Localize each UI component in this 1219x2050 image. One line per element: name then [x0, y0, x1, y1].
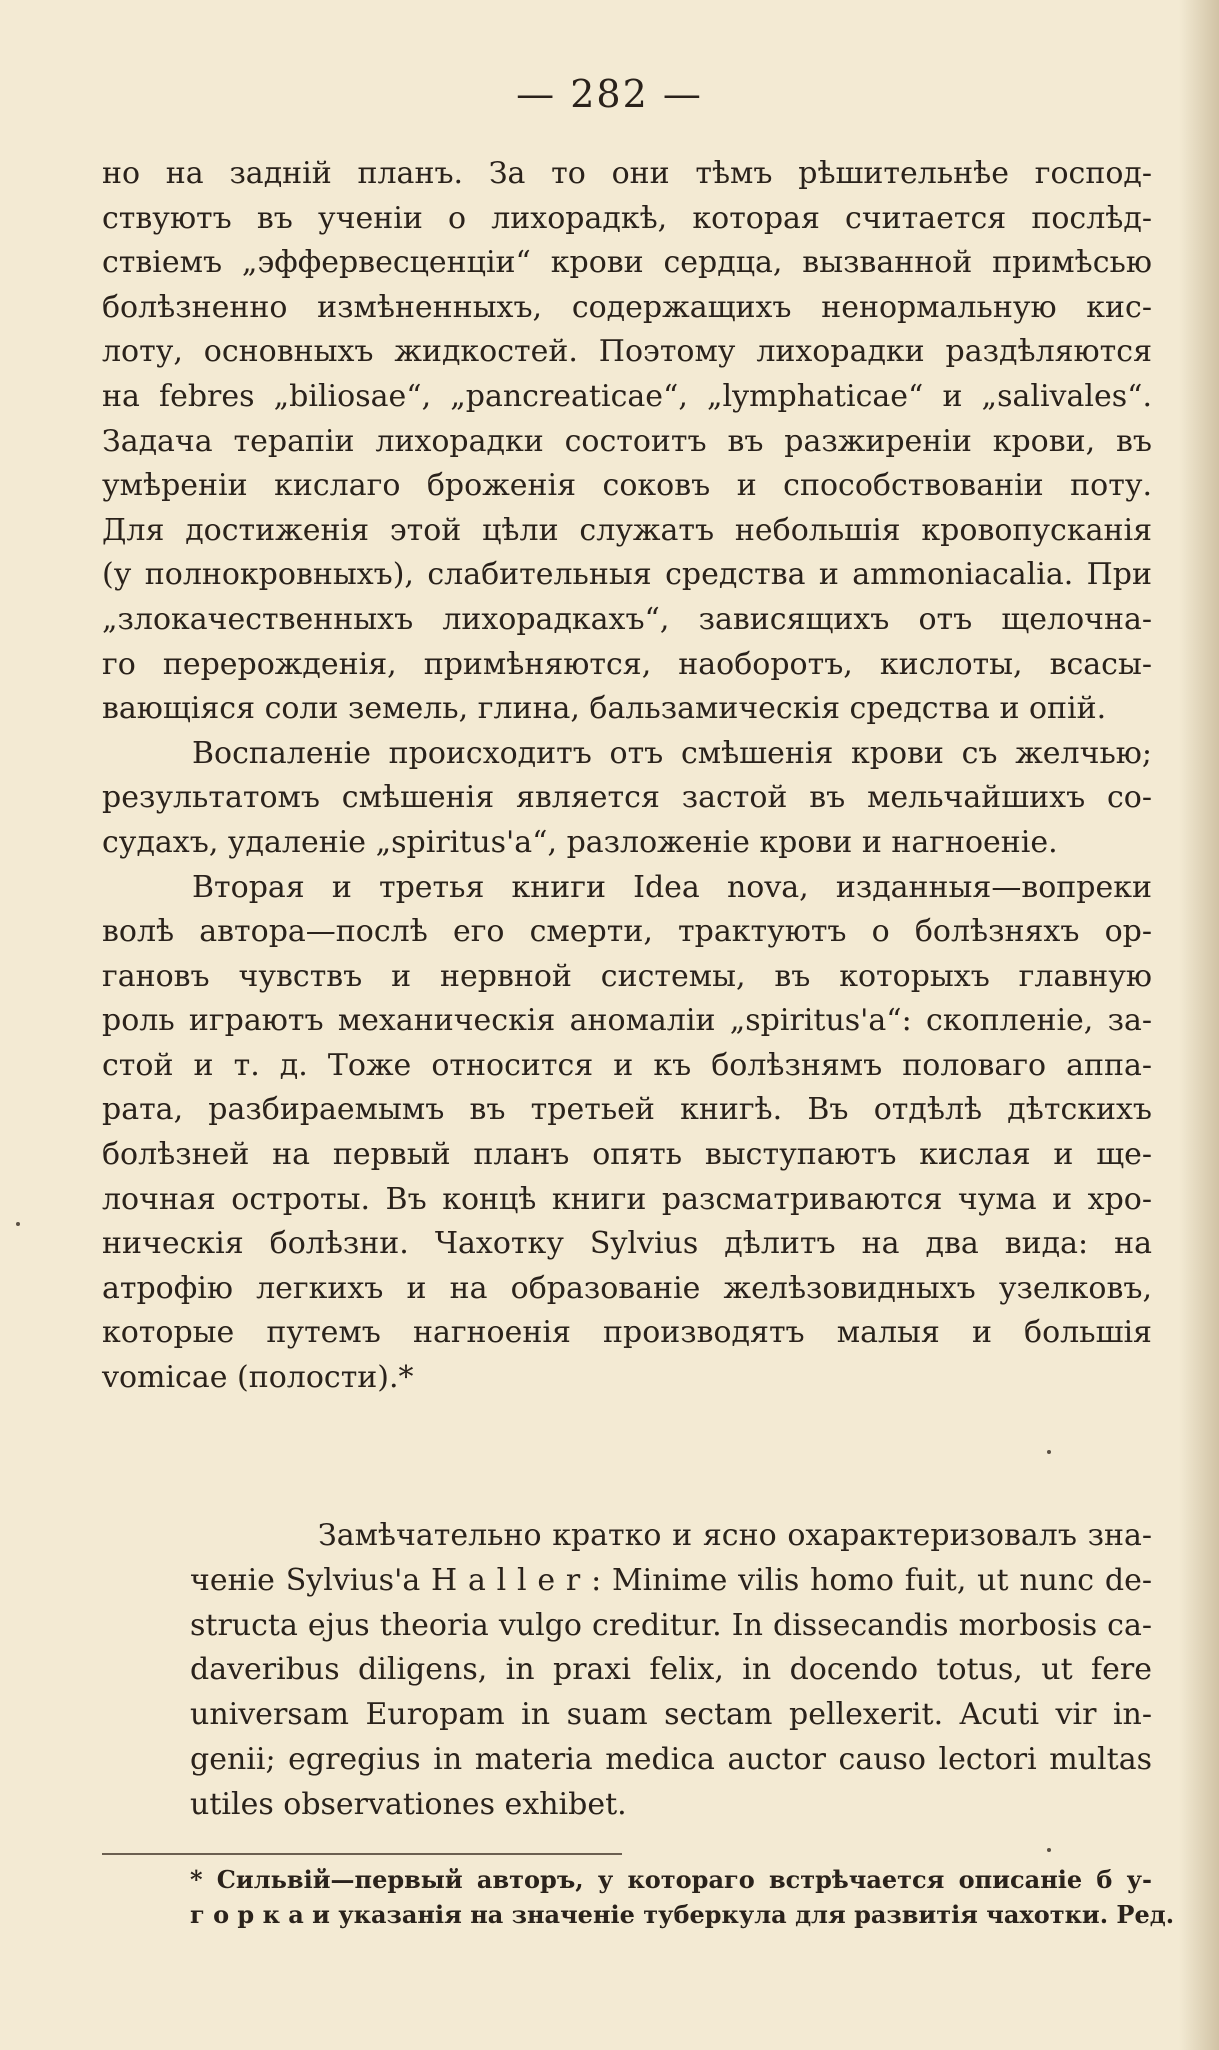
text-line: го перерожденiя, примѣняются, наоборотъ, кислоты, всасы-	[102, 646, 1152, 682]
text-line: ническiя болѣзни. Чахотку Sylvius дѣлитъ на два вида: на	[102, 1226, 1152, 1262]
main-text	[102, 152, 1152, 1401]
text-line: лочная остроты. Въ концѣ книги разсматриваются чума и хро-	[102, 1181, 1152, 1217]
footnote	[190, 1862, 1175, 1932]
text-line: но на заднiй планъ. За то они тѣмъ рѣшительнѣе господ-	[102, 156, 1152, 191]
print-speck	[1047, 1848, 1051, 1852]
footnote-line: г о р к а и указанiя на значенiе туберкула для развитiя чахотки. Ред.	[190, 1900, 1175, 1929]
text-line: ствуютъ въ ученiи о лихорадкѣ, которая считается послѣд-	[102, 200, 1152, 236]
text-line: Для достиженiя этой цѣли служатъ небольшiя кровопусканiя	[102, 512, 1152, 548]
print-speck	[16, 1222, 20, 1226]
text-line: vomicae (полости).*	[102, 1360, 414, 1396]
quote-line: universam Europam in suam sectam pellexerit. Acuti vir in-	[190, 1697, 1152, 1733]
text-line: результатомъ смѣшенiя является застой въ мельчайшихъ со-	[102, 780, 1152, 816]
text-line: атрофiю легкихъ и на образованiе желѣзовидныхъ узелковъ,	[102, 1270, 1152, 1306]
quote-line: Замѣчательно кратко и ясно охарактеризовалъ зна-	[318, 1518, 1152, 1553]
text-line: судахъ, удаленiе „spiritus'a“, разложенiе крови и нагноенiе.	[102, 824, 1058, 860]
text-line: волѣ автора—послѣ его смерти, трактуютъ о болѣзняхъ ор-	[102, 914, 1152, 950]
text-line: ствiемъ „эффервесценцiи“ крови сердца, вызванной примѣсью	[102, 245, 1152, 281]
text-line: Задача терапiи лихорадки состоитъ въ разжиренiи крови, въ	[102, 423, 1152, 459]
quote-line: genii; egregius in materia medica auctor causo lectori multas	[190, 1741, 1152, 1777]
text-line: стой и т. д. Тоже относится и къ болѣзнямъ половаго аппа-	[102, 1047, 1152, 1083]
text-line: лоту, основныхъ жидкостей. Поэтому лихорадки раздѣляются	[102, 334, 1152, 370]
page-number: — 282 —	[516, 72, 703, 116]
print-speck	[1047, 1450, 1051, 1454]
text-line: гановъ чувствъ и нервной системы, въ которыхъ главную	[102, 958, 1152, 994]
text-line: рата, разбираемымъ въ третьей книгѣ. Въ отдѣлѣ дѣтскихъ	[102, 1092, 1152, 1128]
text-line: роль играютъ механическiя аномалiи „spiritus'a“: скопленiе, за-	[102, 1003, 1152, 1039]
footnote-line: * Сильвiй—первый авторъ, у котораго встрѣчается описанiе б у-	[190, 1865, 1152, 1894]
footnote-divider	[102, 1853, 622, 1855]
quote-line: daveribus diligens, in praxi felix, in docendo totus, ut fere	[190, 1652, 1152, 1688]
text-line: (у полнокровныхъ), слабительныя средства и ammoniacalia. При	[102, 557, 1152, 593]
text-line: „злокачественныхъ лихорадкахъ“, зависящихъ отъ щелочна-	[102, 601, 1152, 637]
text-line: болѣзней на первый планъ опять выступаютъ кислая и ще-	[102, 1137, 1152, 1173]
quote-line: structa ejus theoria vulgo creditur. In dissecandis morbosis ca-	[190, 1607, 1152, 1643]
text-line: на febres „biliosae“, „pancreaticae“, „lymphaticae“ и „salivales“.	[102, 378, 1152, 414]
page-edge-shadow	[1179, 0, 1219, 2050]
block-quote	[190, 1514, 1152, 1828]
text-line: которые путемъ нагноенiя производятъ малыя и большiя	[102, 1315, 1152, 1351]
text-line: вающiяся соли земель, глина, бальзамическiя средства и опiй.	[102, 691, 1107, 727]
text-line: Вторая и третья книги Idea nova, изданныя—вопреки	[192, 869, 1152, 905]
quote-line: ченiе Sylvius'a H a l l e r : Minime vilis homo fuit, ut nunc de-	[190, 1562, 1152, 1598]
text-line: Воспаленiе происходитъ отъ смѣшенiя крови съ желчью;	[192, 735, 1152, 771]
text-line: умѣренiи кислаго броженiя соковъ и способствованiи поту.	[102, 468, 1152, 504]
quote-line: utiles observationes exhibet.	[190, 1786, 627, 1822]
text-line: болѣзненно измѣненныхъ, содержащихъ ненормальную кис-	[102, 289, 1152, 325]
